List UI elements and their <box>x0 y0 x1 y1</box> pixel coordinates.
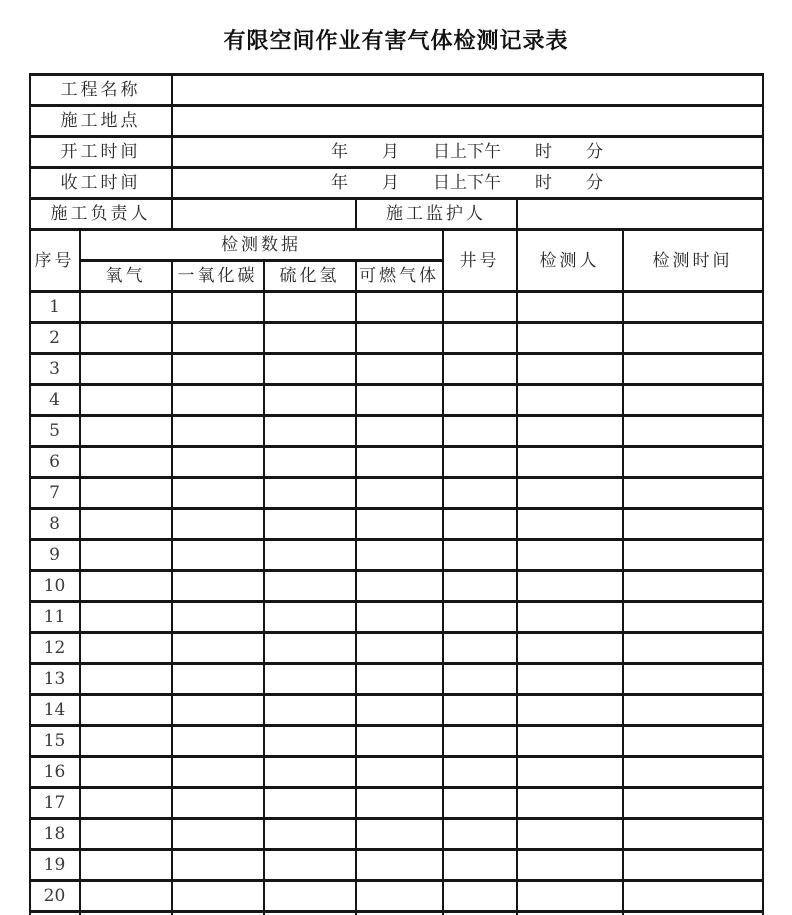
header-hydrogen-sulfide: 硫化氢 <box>264 261 356 292</box>
header-well-number: 井号 <box>443 230 517 292</box>
inspector-cell <box>517 602 623 633</box>
carbon-monoxide-cell <box>172 602 264 633</box>
inspector-cell <box>517 478 623 509</box>
hydrogen-sulfide-cell <box>264 757 356 788</box>
data-row <box>30 385 763 416</box>
inspector-cell <box>517 819 623 850</box>
hydrogen-sulfide-cell <box>264 602 356 633</box>
oxygen-cell <box>80 385 172 416</box>
row-seq-cell: 19 <box>30 850 80 881</box>
data-row <box>30 509 763 540</box>
project-name-value-cell <box>172 75 763 106</box>
row-seq-cell: 5 <box>30 416 80 447</box>
detection-time-cell <box>623 788 763 819</box>
detection-time-cell <box>623 571 763 602</box>
inspector-cell <box>517 540 623 571</box>
well-number-cell <box>443 757 517 788</box>
inspector-cell <box>517 850 623 881</box>
carbon-monoxide-cell <box>172 881 264 912</box>
end-time-label: 收工时间 <box>30 168 172 199</box>
inspector-cell <box>517 912 623 915</box>
hydrogen-sulfide-cell <box>264 726 356 757</box>
combustible-gas-cell <box>356 695 443 726</box>
inspector-cell <box>517 881 623 912</box>
construction-site-value-cell <box>172 106 763 137</box>
well-number-cell <box>443 416 517 447</box>
combustible-gas-cell <box>356 323 443 354</box>
end-time-value-cell: 年 月 日上下午 时 分 <box>172 168 763 199</box>
well-number-cell <box>443 323 517 354</box>
data-row <box>30 447 763 478</box>
oxygen-cell <box>80 540 172 571</box>
well-number-cell <box>443 726 517 757</box>
data-row <box>30 695 763 726</box>
well-number-cell <box>443 633 517 664</box>
data-row <box>30 912 763 915</box>
well-number-cell <box>443 447 517 478</box>
inspector-cell <box>517 354 623 385</box>
header-seq: 序号 <box>30 230 80 292</box>
inspector-cell <box>517 695 623 726</box>
carbon-monoxide-cell <box>172 292 264 323</box>
data-row <box>30 726 763 757</box>
row-seq-cell: 17 <box>30 788 80 819</box>
oxygen-cell <box>80 633 172 664</box>
detection-time-cell <box>623 850 763 881</box>
well-number-cell <box>443 602 517 633</box>
combustible-gas-cell <box>356 416 443 447</box>
hydrogen-sulfide-cell <box>264 509 356 540</box>
carbon-monoxide-cell <box>172 509 264 540</box>
supervisor-row <box>30 199 763 230</box>
data-row <box>30 292 763 323</box>
detection-time-cell <box>623 912 763 915</box>
hydrogen-sulfide-cell <box>264 385 356 416</box>
combustible-gas-cell <box>356 385 443 416</box>
data-row <box>30 571 763 602</box>
combustible-gas-cell <box>356 602 443 633</box>
oxygen-cell <box>80 881 172 912</box>
construction-site-label: 施工地点 <box>30 106 172 137</box>
hydrogen-sulfide-cell <box>264 478 356 509</box>
row-seq-cell: 20 <box>30 881 80 912</box>
well-number-cell <box>443 571 517 602</box>
start-time-label: 开工时间 <box>30 137 172 168</box>
oxygen-cell <box>80 478 172 509</box>
row-seq-cell: 12 <box>30 633 80 664</box>
construction-guardian-label: 施工监护人 <box>356 199 517 230</box>
row-seq-cell: 13 <box>30 664 80 695</box>
carbon-monoxide-cell <box>172 447 264 478</box>
oxygen-cell <box>80 416 172 447</box>
hydrogen-sulfide-cell <box>264 788 356 819</box>
oxygen-cell <box>80 850 172 881</box>
combustible-gas-cell <box>356 881 443 912</box>
well-number-cell <box>443 354 517 385</box>
well-number-cell <box>443 540 517 571</box>
combustible-gas-cell <box>356 509 443 540</box>
data-row <box>30 354 763 385</box>
inspector-cell <box>517 788 623 819</box>
info-row-end-time <box>30 168 763 199</box>
oxygen-cell <box>80 726 172 757</box>
detection-time-cell <box>623 385 763 416</box>
oxygen-cell <box>80 819 172 850</box>
detection-time-cell <box>623 695 763 726</box>
project-name-label: 工程名称 <box>30 75 172 106</box>
detection-time-cell <box>623 416 763 447</box>
combustible-gas-cell <box>356 633 443 664</box>
row-seq-cell: 10 <box>30 571 80 602</box>
header-oxygen: 氧气 <box>80 261 172 292</box>
row-seq-cell: 18 <box>30 819 80 850</box>
hydrogen-sulfide-cell <box>264 819 356 850</box>
combustible-gas-cell <box>356 540 443 571</box>
carbon-monoxide-cell <box>172 354 264 385</box>
construction-guardian-value-cell <box>517 199 763 230</box>
inspector-cell <box>517 633 623 664</box>
info-row-start-time <box>30 137 763 168</box>
oxygen-cell <box>80 323 172 354</box>
inspector-cell <box>517 385 623 416</box>
data-row <box>30 819 763 850</box>
row-seq-cell: 7 <box>30 478 80 509</box>
row-seq-cell: 8 <box>30 509 80 540</box>
detection-time-cell <box>623 354 763 385</box>
combustible-gas-cell <box>356 726 443 757</box>
carbon-monoxide-cell <box>172 540 264 571</box>
carbon-monoxide-cell <box>172 323 264 354</box>
detection-time-cell <box>623 540 763 571</box>
hydrogen-sulfide-cell <box>264 695 356 726</box>
data-row <box>30 881 763 912</box>
carbon-monoxide-cell <box>172 385 264 416</box>
oxygen-cell <box>80 571 172 602</box>
hydrogen-sulfide-cell <box>264 323 356 354</box>
oxygen-cell <box>80 664 172 695</box>
row-seq-cell: 2 <box>30 323 80 354</box>
detection-time-cell <box>623 881 763 912</box>
carbon-monoxide-cell <box>172 757 264 788</box>
inspector-cell <box>517 447 623 478</box>
data-row <box>30 540 763 571</box>
header-inspector: 检测人 <box>517 230 623 292</box>
hydrogen-sulfide-cell <box>264 912 356 915</box>
hydrogen-sulfide-cell <box>264 881 356 912</box>
data-row <box>30 788 763 819</box>
oxygen-cell <box>80 509 172 540</box>
table-header-row-1 <box>30 230 763 261</box>
well-number-cell <box>443 292 517 323</box>
inspector-cell <box>517 571 623 602</box>
detection-time-cell <box>623 757 763 788</box>
oxygen-cell <box>80 354 172 385</box>
combustible-gas-cell <box>356 478 443 509</box>
data-row <box>30 664 763 695</box>
inspector-cell <box>517 416 623 447</box>
data-row <box>30 478 763 509</box>
oxygen-cell <box>80 912 172 915</box>
detection-time-cell <box>623 726 763 757</box>
oxygen-cell <box>80 602 172 633</box>
detection-time-cell <box>623 664 763 695</box>
row-seq-cell <box>30 912 80 915</box>
row-seq-cell: 3 <box>30 354 80 385</box>
inspector-cell <box>517 757 623 788</box>
data-row <box>30 633 763 664</box>
oxygen-cell <box>80 757 172 788</box>
detection-time-cell <box>623 292 763 323</box>
detection-time-cell <box>623 819 763 850</box>
start-time-value-cell: 年 月 日上下午 时 分 <box>172 137 763 168</box>
info-row-project-name <box>30 75 763 106</box>
carbon-monoxide-cell <box>172 695 264 726</box>
detection-time-cell <box>623 478 763 509</box>
carbon-monoxide-cell <box>172 912 264 915</box>
well-number-cell <box>443 664 517 695</box>
form-title: 有限空间作业有害气体检测记录表 <box>223 28 569 54</box>
combustible-gas-cell <box>356 292 443 323</box>
carbon-monoxide-cell <box>172 726 264 757</box>
combustible-gas-cell <box>356 571 443 602</box>
well-number-cell <box>443 881 517 912</box>
inspector-cell <box>517 664 623 695</box>
combustible-gas-cell <box>356 912 443 915</box>
well-number-cell <box>443 788 517 819</box>
row-seq-cell: 14 <box>30 695 80 726</box>
header-combustible-gas: 可燃气体 <box>356 261 443 292</box>
well-number-cell <box>443 819 517 850</box>
carbon-monoxide-cell <box>172 571 264 602</box>
carbon-monoxide-cell <box>172 478 264 509</box>
hydrogen-sulfide-cell <box>264 664 356 695</box>
combustible-gas-cell <box>356 850 443 881</box>
combustible-gas-cell <box>356 354 443 385</box>
inspector-cell <box>517 292 623 323</box>
hydrogen-sulfide-cell <box>264 447 356 478</box>
well-number-cell <box>443 385 517 416</box>
row-seq-cell: 1 <box>30 292 80 323</box>
carbon-monoxide-cell <box>172 819 264 850</box>
oxygen-cell <box>80 788 172 819</box>
carbon-monoxide-cell <box>172 633 264 664</box>
well-number-cell <box>443 912 517 915</box>
hydrogen-sulfide-cell <box>264 540 356 571</box>
construction-leader-label: 施工负责人 <box>30 199 172 230</box>
hydrogen-sulfide-cell <box>264 571 356 602</box>
info-row-site <box>30 106 763 137</box>
well-number-cell <box>443 850 517 881</box>
header-carbon-monoxide: 一氧化碳 <box>172 261 264 292</box>
detection-time-cell <box>623 633 763 664</box>
row-seq-cell: 4 <box>30 385 80 416</box>
hydrogen-sulfide-cell <box>264 354 356 385</box>
combustible-gas-cell <box>356 819 443 850</box>
combustible-gas-cell <box>356 788 443 819</box>
inspector-cell <box>517 726 623 757</box>
data-row <box>30 416 763 447</box>
well-number-cell <box>443 478 517 509</box>
inspector-cell <box>517 323 623 354</box>
header-detection-data-group: 检测数据 <box>80 230 443 261</box>
row-seq-cell: 6 <box>30 447 80 478</box>
row-seq-cell: 15 <box>30 726 80 757</box>
detection-time-cell <box>623 509 763 540</box>
detection-time-cell <box>623 602 763 633</box>
carbon-monoxide-cell <box>172 664 264 695</box>
data-row <box>30 757 763 788</box>
combustible-gas-cell <box>356 664 443 695</box>
carbon-monoxide-cell <box>172 788 264 819</box>
combustible-gas-cell <box>356 757 443 788</box>
detection-time-cell <box>623 447 763 478</box>
inspector-cell <box>517 509 623 540</box>
header-detection-time: 检测时间 <box>623 230 763 292</box>
oxygen-cell <box>80 447 172 478</box>
hydrogen-sulfide-cell <box>264 633 356 664</box>
row-seq-cell: 9 <box>30 540 80 571</box>
carbon-monoxide-cell <box>172 416 264 447</box>
gas-detection-record-table <box>29 73 764 915</box>
detection-time-cell <box>623 323 763 354</box>
data-row <box>30 323 763 354</box>
well-number-cell <box>443 509 517 540</box>
hydrogen-sulfide-cell <box>264 416 356 447</box>
hydrogen-sulfide-cell <box>264 292 356 323</box>
row-seq-cell: 16 <box>30 757 80 788</box>
hydrogen-sulfide-cell <box>264 850 356 881</box>
row-seq-cell: 11 <box>30 602 80 633</box>
oxygen-cell <box>80 292 172 323</box>
combustible-gas-cell <box>356 447 443 478</box>
carbon-monoxide-cell <box>172 850 264 881</box>
data-row <box>30 850 763 881</box>
well-number-cell <box>443 695 517 726</box>
construction-leader-value-cell <box>172 199 356 230</box>
data-row <box>30 602 763 633</box>
oxygen-cell <box>80 695 172 726</box>
